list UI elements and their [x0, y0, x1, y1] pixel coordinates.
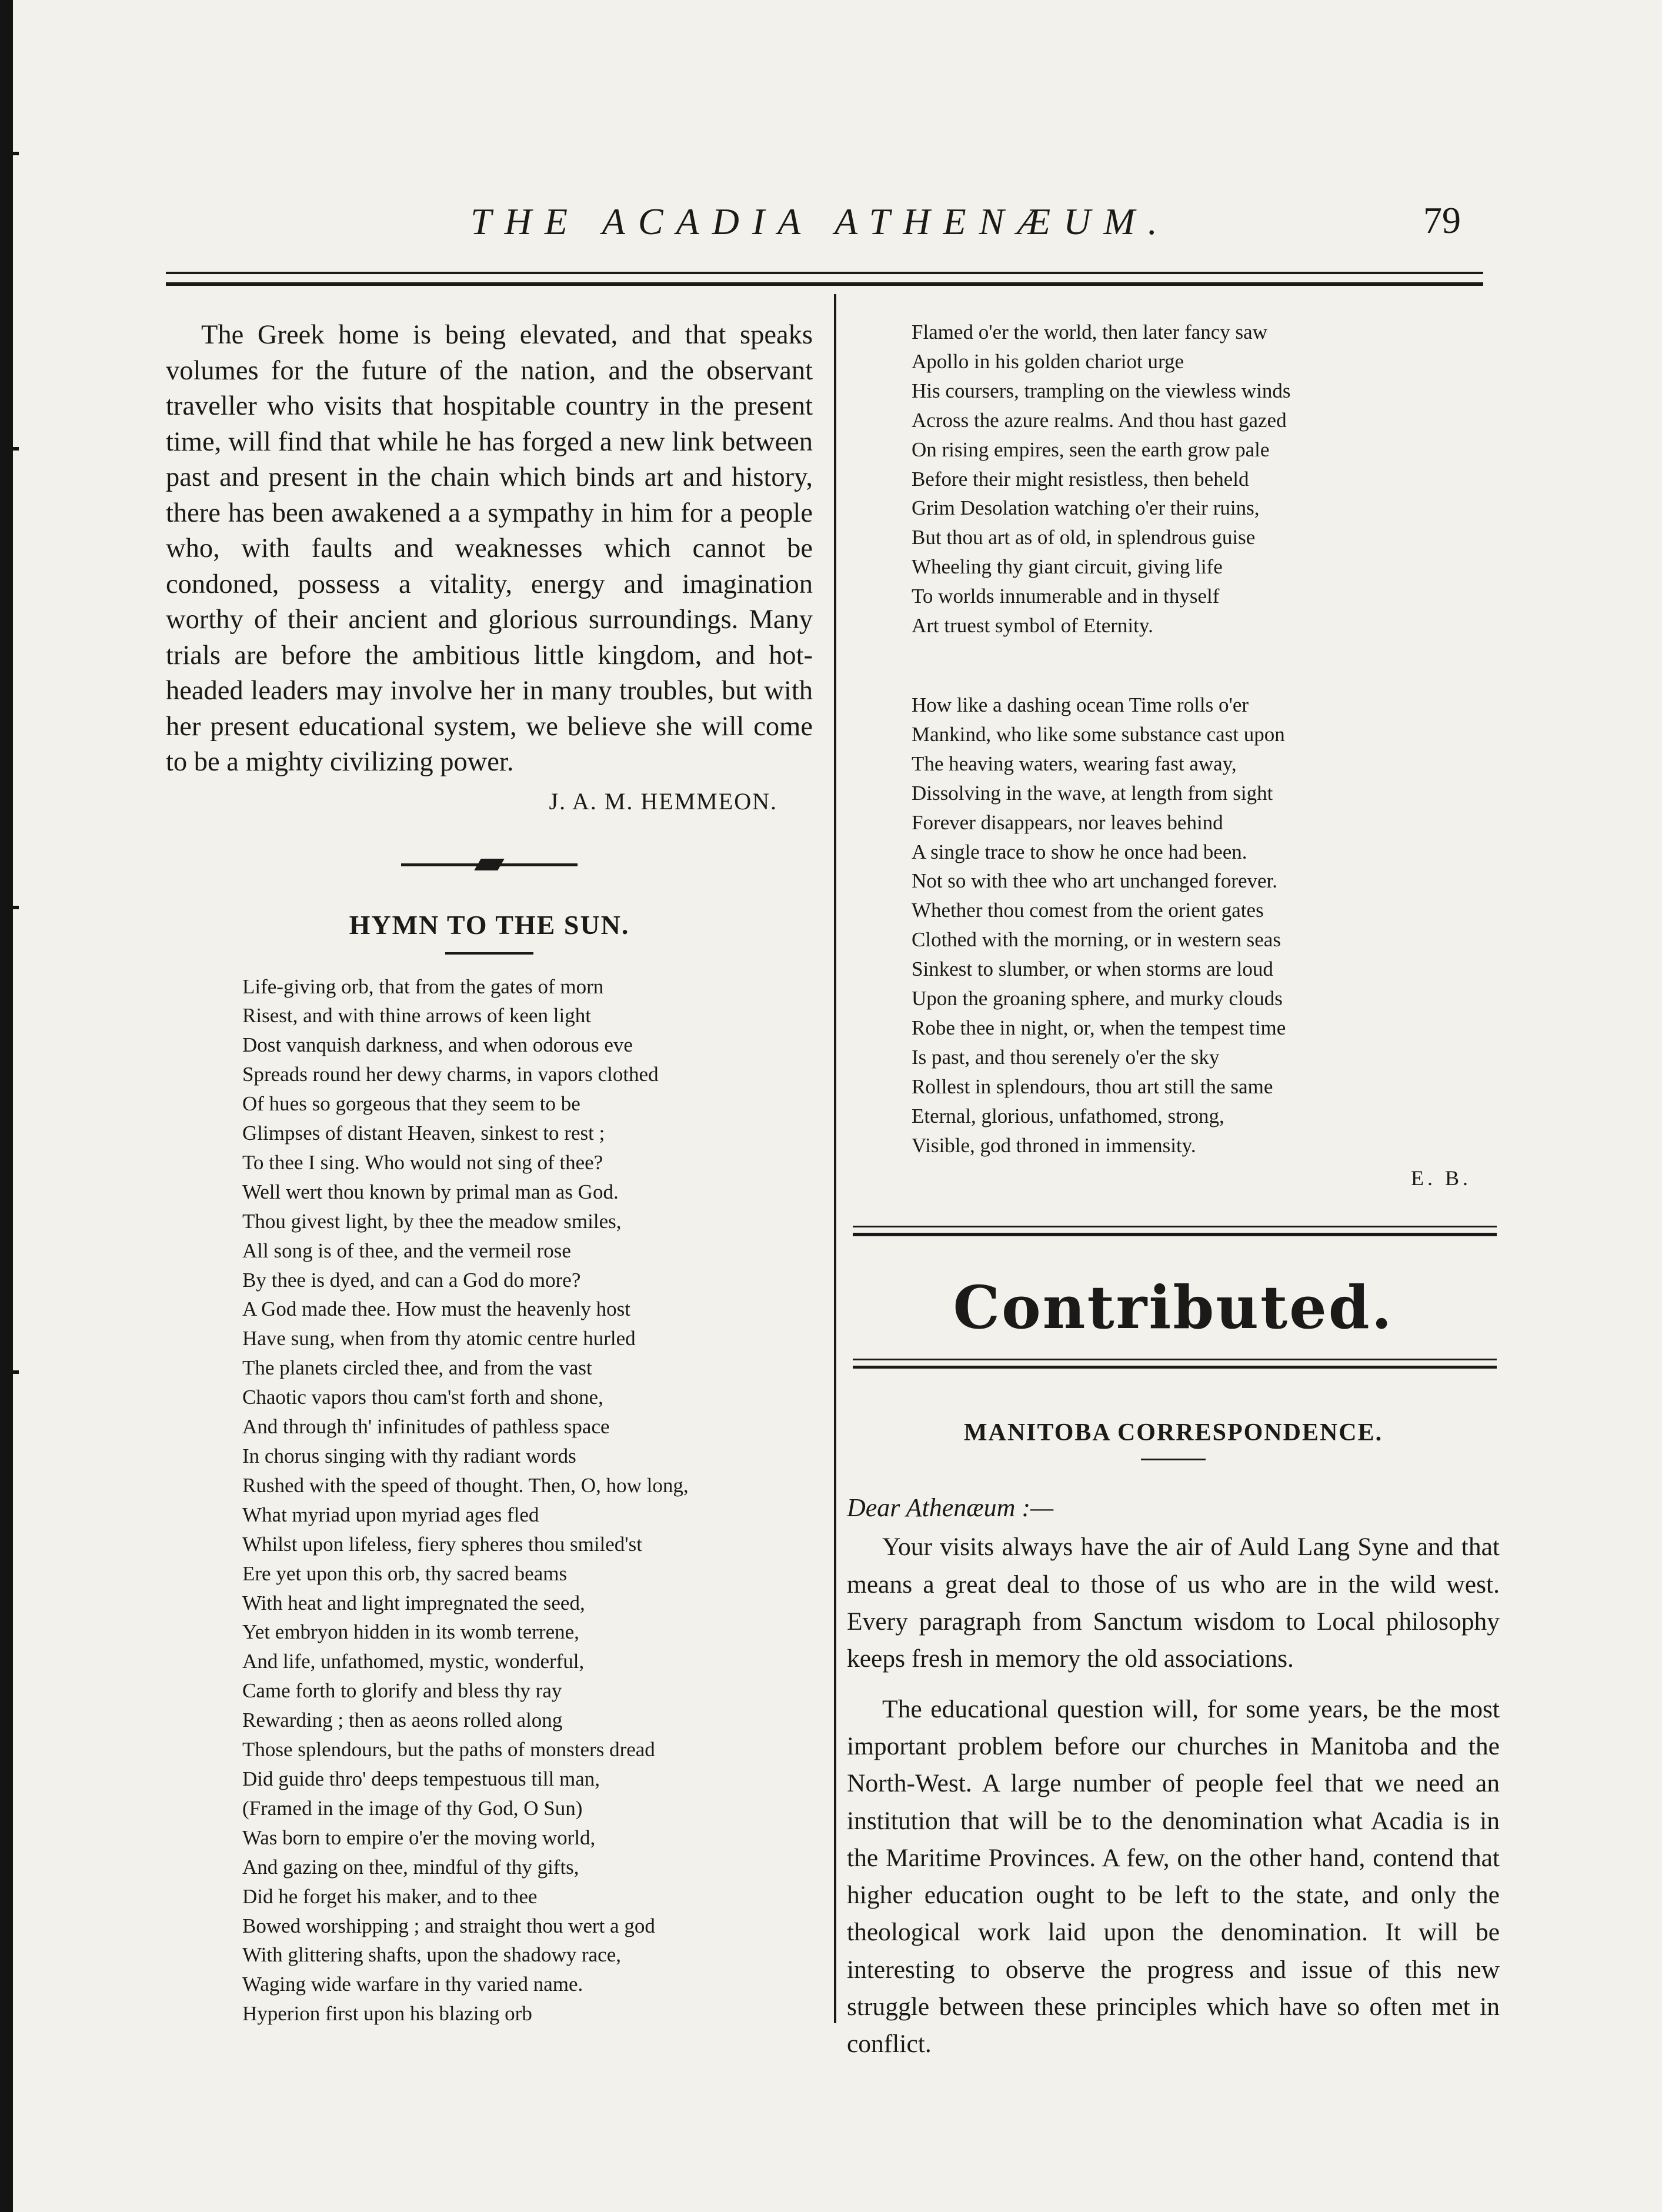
letter-salutation: Dear Athenæum :— [847, 1493, 1054, 1523]
poem-line: Yet embryon hidden in its womb terrene, [242, 1620, 579, 1644]
hymn-lines-left [166, 972, 813, 2029]
poem-line: Robe thee in night, or, when the tempest time [912, 1016, 1286, 1039]
essay-paragraph: The Greek home is being elevated, and that speaks volumes for the future of the nation, and the observant traveller who visits that hospitable country in the present time, will find that while he has forged a new link between past and present in the chain which binds art and history, there has been awakened a a sympathy in him for a people who, with faults and weaknesses which cannot be condoned, possess a vitality, energy and imagination worthy of their ancient and glorious surroundings. Many trials are before the ambitious little kingdom, and hot-headed leaders may involve her in many troubles, but with her present educational system, we believe she will come to be a mighty civilizing power. [166, 320, 813, 777]
poem-line: Have sung, when from thy atomic centre hurled [242, 1327, 636, 1350]
poem-line: Came forth to glorify and bless thy ray [242, 1679, 562, 1703]
header-rule-thin [166, 272, 1483, 274]
hymn-stanza-final [847, 690, 1500, 1160]
poem-line: The planets circled thee, and from the vast [242, 1356, 592, 1380]
poem-line: Across the azure realms. And thou hast gazed [912, 408, 1287, 432]
poem-line: Eternal, glorious, unfathomed, strong, [912, 1104, 1224, 1127]
rule-line [853, 1359, 1497, 1360]
section-heading-contributed: Contributed. [953, 1273, 1394, 1343]
poem-line: Grim Desolation watching o'er their ruins, [912, 496, 1260, 520]
rule-line [853, 1233, 1497, 1236]
poem-line: Sinkest to slumber, or when storms are loud [912, 957, 1273, 981]
poem-line: Hyperion first upon his blazing orb [242, 2002, 532, 2026]
poem-line: But thou art as of old, in splendrous guise [912, 526, 1256, 549]
binding-edge [0, 0, 13, 2212]
poem-line: Dost vanquish darkness, and when odorous eve [242, 1033, 633, 1057]
poem-line: A God made thee. How must the heavenly host [242, 1297, 631, 1321]
poem-line: Visible, god throned in immensity. [912, 1133, 1196, 1157]
poem-line: Of hues so gorgeous that they seem to be [242, 1092, 580, 1116]
poem-line: Forever disappears, nor leaves behind [912, 810, 1223, 834]
right-column [847, 318, 1500, 2063]
poem-line: The heaving waters, wearing fast away, [912, 752, 1237, 775]
section-rule-top [847, 1220, 1500, 1249]
letter-paragraph: Your visits always have the air of Auld Lang Syne and that means a great deal to those of us who are in the wild west. Every paragraph from Sanctum wisdom to Local philosophy keeps fresh in memory the old associations. [847, 1533, 1500, 1673]
greek-essay [166, 318, 813, 780]
letter-paragraph: The educational question will, for some years, be the most important problem before our churches in Manitoba and the North-West. A large number of people feel that we need an institution that will be to the denomination what Acadia is in the Maritime Provinces. A few, on the other hand, contend that higher education ought to be left to the state, and only the theological work laid upon the denomination. It will be interesting to observe the progress and issue of this new struggle between these principles which have so often met in conflict. [847, 1694, 1500, 2058]
binding-speck [13, 447, 19, 451]
ornament-divider [401, 856, 578, 874]
poem-line: By thee is dyed, and can a God do more? [242, 1268, 581, 1292]
binding-speck [13, 152, 19, 155]
poem-line: And through th' infinitudes of pathless space [242, 1415, 610, 1439]
poem-line: Not so with thee who art unchanged forever. [912, 869, 1278, 893]
poem-line: With heat and light impregnated the seed, [242, 1591, 585, 1614]
poem-line: Rushed with the speed of thought. Then, O, how long, [242, 1473, 689, 1497]
poem-line: Life-giving orb, that from the gates of morn [242, 975, 604, 998]
hymn-stanza-continued [847, 318, 1500, 640]
hymn-title: HYMN TO THE SUN. [349, 909, 630, 940]
poem-line: Upon the groaning sphere, and murky clouds [912, 987, 1283, 1010]
poem-line: And life, unfathomed, mystic, wonderful, [242, 1650, 585, 1673]
poem-line: On rising empires, seen the earth grow pale [912, 438, 1270, 461]
paragraph-gap [847, 1678, 1500, 1691]
poem-line: With glittering shafts, upon the shadowy race, [242, 1943, 621, 1967]
stanza-gap [847, 640, 1500, 690]
left-column [166, 318, 813, 2028]
poem-line: Did guide thro' deeps tempestuous till man, [242, 1767, 600, 1790]
rule-line [853, 1366, 1497, 1369]
poem-line: Did he forget his maker, and to thee [242, 1884, 538, 1908]
poem-line: Risest, and with thine arrows of keen light [242, 1004, 591, 1027]
poem-line: A single trace to show he once had been. [912, 840, 1247, 863]
poem-line: Dissolving in the wave, at length from sight [912, 781, 1273, 805]
poem-line: Mankind, who like some substance cast upon [912, 722, 1285, 746]
poem-line: All song is of thee, and the vermeil rose [242, 1239, 571, 1262]
hymn-author-initials: E. B. [1410, 1166, 1471, 1190]
page-number: 79 [1423, 199, 1461, 241]
poem-line: How like a dashing ocean Time rolls o'er [912, 693, 1249, 716]
section-rule-bottom [847, 1354, 1500, 1377]
poem-line: Chaotic vapors thou cam'st forth and shone, [242, 1386, 603, 1409]
column-divider [834, 294, 836, 2023]
poem-line: Was born to empire o'er the moving world, [242, 1826, 596, 1849]
binding-speck [13, 1370, 19, 1374]
poem-line: Glimpses of distant Heaven, sinkest to rest ; [242, 1122, 605, 1145]
poem-line: To thee I sing. Who would not sing of thee? [242, 1150, 603, 1174]
header-rule-thick [166, 282, 1483, 286]
ornament-diamond [474, 859, 505, 870]
poem-line: Spreads round her dewy charms, in vapors clothed [242, 1063, 659, 1086]
poem-line: Ere yet upon this orb, thy sacred beams [242, 1562, 568, 1585]
poem-line: Whether thou comest from the orient gates [912, 899, 1264, 922]
poem-line: Flamed o'er the world, then later fancy saw [912, 321, 1267, 343]
poem-line: Waging wide warfare in thy varied name. [242, 1973, 583, 1996]
poem-line: Those splendours, but the paths of monsters dread [242, 1738, 655, 1761]
poem-line: His coursers, trampling on the viewless winds [912, 379, 1291, 402]
poem-line: Art truest symbol of Eternity. [912, 614, 1153, 638]
poem-line: Clothed with the morning, or in western seas [912, 928, 1281, 952]
poem-line: What myriad upon myriad ages fled [242, 1503, 539, 1526]
title-short-rule [445, 952, 533, 955]
poem-line: Thou givest light, by thee the meadow smiles, [242, 1209, 622, 1233]
poem-line: Is past, and thou serenely o'er the sky [912, 1045, 1220, 1069]
poem-line: To worlds innumerable and in thyself [912, 585, 1220, 608]
poem-line: Rollest in splendours, thou art still the same [912, 1075, 1273, 1098]
poem-line: Before their might resistless, then beheld [912, 467, 1249, 491]
poem-line: Bowed worshipping ; and straight thou wert a god [242, 1914, 655, 1937]
title-short-rule [1141, 1459, 1206, 1460]
poem-line: In chorus singing with thy radiant words [242, 1444, 576, 1467]
poem-line: And gazing on thee, mindful of thy gifts, [242, 1855, 579, 1879]
binding-speck [13, 906, 19, 909]
poem-line: Rewarding ; then as aeons rolled along [242, 1709, 563, 1732]
poem-line: Wheeling thy giant circuit, giving life [912, 555, 1223, 579]
letter-body [847, 1529, 1500, 2063]
essay-signature: J. A. M. HEMMEON. [549, 788, 777, 815]
poem-line: (Framed in the image of thy God, O Sun) [242, 1796, 583, 1820]
running-header-title: THE ACADIA ATHENÆUM. [470, 201, 1170, 242]
rule-line [853, 1226, 1497, 1227]
poem-line: Apollo in his golden chariot urge [912, 349, 1184, 373]
poem-line: Whilst upon lifeless, fiery spheres thou smiled'st [242, 1532, 642, 1556]
poem-line: Well wert thou known by primal man as God. [242, 1180, 619, 1203]
article-title: MANITOBA CORRESPONDENCE. [963, 1419, 1383, 1447]
